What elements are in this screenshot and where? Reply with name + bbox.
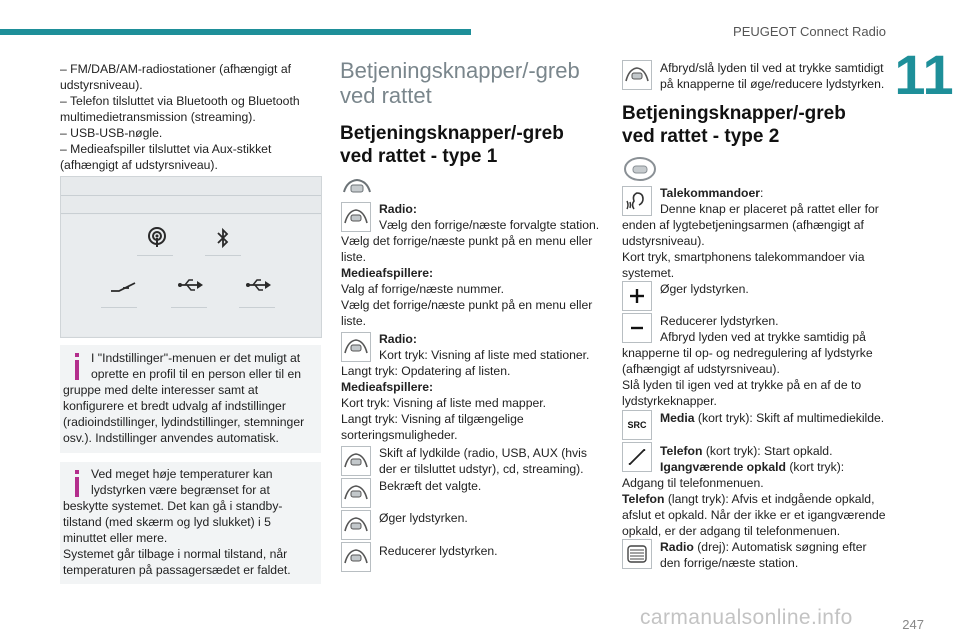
icon-underline	[101, 307, 137, 308]
list-line: udstyrsniveau).	[60, 78, 143, 92]
radio-desc: Kort tryk: Visning af liste med stationer.	[379, 348, 590, 362]
media-label: Medieafspillere:	[341, 266, 434, 280]
icon-underline	[171, 307, 207, 308]
info-icon	[75, 470, 79, 474]
voice-label: Talekommandoer	[660, 186, 761, 200]
list-line: – FM/DAB/AM-radiostationer (afhængigt af	[60, 62, 291, 76]
page-number: 247	[902, 617, 924, 632]
radio-wheel-desc: den forrige/næste station.	[660, 556, 799, 570]
steering-controls-icon	[341, 177, 373, 200]
voice-desc: enden af lygtebetjeningsarmen (afhængigt af	[622, 218, 864, 232]
steering-wheel-volume-down-icon	[341, 542, 371, 572]
media-desc: sorteringsmuligheder.	[341, 428, 458, 442]
info-line: (radioindstillinger, lydindstillinger, stemninger	[63, 415, 305, 429]
info-line: Ved meget høje temperaturer kan	[91, 467, 273, 481]
phone-icon	[622, 442, 652, 472]
call-label: Igangværende opkald	[660, 460, 786, 474]
telephone-long-text: (langt tryk): Afvis et indgående opkald,	[664, 492, 875, 506]
radio-desc: Langt tryk: Opdatering af listen.	[341, 364, 511, 378]
info-line: beskytte systemet. Det kan gå i standby-	[63, 499, 283, 513]
info-box-settings	[60, 345, 321, 453]
info-line: Systemet går tilbage i normal tilstand, når	[63, 547, 288, 561]
media-text: (kort tryk): Skift af multimediekilde.	[694, 411, 885, 425]
info-line: tilstand (med skærm og lyd slukket) i 5	[63, 515, 271, 529]
radio-desc: Vælg den forrige/næste forvalgte station.	[379, 218, 600, 232]
radio-wheel-label: Radio	[660, 540, 694, 554]
minus-desc: lydstyrkeknapper.	[622, 394, 717, 408]
media-desc	[660, 410, 884, 426]
info-line: minuttet eller mere.	[63, 531, 168, 545]
list-line: (afhængigt af udstyrsniveau).	[60, 158, 218, 172]
telephone-menu-desc: Adgang til telefonmenuen.	[622, 476, 764, 490]
voice-desc: Denne knap er placeret på rattet eller for	[660, 202, 879, 216]
info-line: I "Indstillinger"-menuen er det muligt at	[91, 351, 301, 365]
radio-label: Radio:	[379, 332, 417, 346]
info-line: lydstyrken være begrænset for at	[91, 483, 270, 497]
mute-desc: Afbryd/slå lyden til ved at trykke samtidigt	[660, 61, 884, 75]
screen-divider	[61, 213, 321, 214]
voice-colon: :	[760, 186, 764, 200]
icon-underline	[239, 307, 275, 308]
plus-desc: Øger lydstyrken.	[660, 282, 749, 296]
steering-wheel-radio-icon	[341, 202, 371, 232]
source-list	[60, 61, 320, 173]
subsection-title: Betjeningsknapper/-greb	[340, 123, 564, 144]
call-desc	[660, 459, 844, 475]
telephone-text: (kort tryk): Start opkald.	[702, 444, 833, 458]
steering-wheel-source-icon	[341, 446, 371, 476]
aux-jack-icon	[109, 279, 139, 300]
steering-wheel-mute-icon	[622, 60, 652, 90]
minus-desc: Reducerer lydstyrken.	[660, 314, 779, 328]
media-desc: Valg af forrige/næste nummer.	[341, 282, 505, 296]
volume-down-desc: Reducerer lydstyrken.	[379, 544, 498, 558]
icon-underline	[137, 255, 173, 256]
section-title: ved rattet	[340, 83, 432, 108]
source-desc: der er tilsluttet udstyr), cd, streaming).	[379, 462, 584, 476]
screen-divider	[61, 195, 321, 196]
bluetooth-icon	[213, 227, 233, 254]
list-line: multimedietransmission (streaming).	[60, 110, 256, 124]
info-icon	[75, 353, 79, 357]
screen-body	[61, 215, 321, 336]
radio-desc: Vælg det forrige/næste punkt på en menu eller	[341, 234, 593, 248]
media-desc: liste.	[341, 314, 367, 328]
media-label: Media	[660, 411, 695, 425]
info-line: osv.). Indstillinger anvendes automatisk.	[63, 431, 279, 445]
minus-desc: Slå lyden til igen ved at trykke på en af de to	[622, 378, 862, 392]
watermark: carmanualsonline.info	[640, 606, 853, 629]
steering-wheel-list-icon	[341, 332, 371, 362]
subsection-title: ved rattet - type 2	[622, 126, 780, 147]
info-box-temperature	[60, 462, 321, 584]
list-line: – USB-USB-nøgle.	[60, 126, 163, 140]
telephone-long-desc	[622, 491, 874, 507]
subsection-title: ved rattet - type 1	[340, 146, 498, 167]
telephone-label: Telefon	[660, 444, 703, 458]
source-selection-screen	[60, 176, 322, 338]
source-desc: Skift af lydkilde (radio, USB, AUX (hvis	[379, 446, 587, 460]
call-text: (kort tryk):	[785, 460, 845, 474]
info-icon	[75, 360, 79, 380]
chapter-number: 11	[894, 43, 954, 106]
header-title: PEUGEOT Connect Radio	[733, 24, 886, 39]
minus-desc: (afhængigt af udstyrsniveau).	[622, 362, 780, 376]
subsection-title: Betjeningsknapper/-greb	[622, 103, 846, 124]
src-button-icon: SRC	[622, 410, 652, 440]
telephone-long-label: Telefon	[622, 492, 665, 506]
info-line: gruppe med delte interesser samt at	[63, 383, 259, 397]
info-line: konfigurere et bredt udvalg af indstillinger	[63, 399, 286, 413]
telephone-desc	[660, 443, 832, 459]
volume-minus-icon	[622, 313, 652, 343]
radio-wheel-desc	[660, 539, 867, 555]
usb-icon	[177, 277, 205, 298]
voice-command-icon	[622, 186, 652, 216]
minus-desc: Afbryd lyden ved at trykke samtidig på	[660, 330, 866, 344]
usb-icon	[245, 277, 273, 298]
steering-wheel-icon	[623, 156, 657, 187]
media-desc: Vælg det forrige/næste punkt på en menu eller	[341, 298, 593, 312]
volume-up-desc: Øger lydstyrken.	[379, 511, 468, 525]
list-line: – Medieafspiller tilsluttet via Aux-stikket	[60, 142, 272, 156]
media-label: Medieafspillere:	[341, 380, 434, 394]
steering-wheel-volume-up-icon	[341, 510, 371, 540]
telephone-long-desc: afslut et opkald. Når der ikke er et igangværende	[622, 508, 886, 522]
radio-label: Radio:	[379, 202, 417, 216]
header-accent-bar	[0, 29, 471, 35]
info-line: temperaturen på passagersædet er faldet.	[63, 563, 291, 577]
minus-desc: knapperne til op- og nedregulering af lydstyrke	[622, 346, 873, 360]
media-desc: Langt tryk: Visning af tilgængelige	[341, 412, 524, 426]
radio-wheel-text: (drej): Automatisk søgning efter	[693, 540, 867, 554]
voice-desc: Kort tryk, smartphonens talekommandoer via	[622, 250, 865, 264]
icon-underline	[205, 255, 241, 256]
radio-signal-icon	[145, 225, 169, 254]
media-desc: Kort tryk: Visning af liste med mapper.	[341, 396, 547, 410]
radio-wheel-icon	[622, 539, 652, 569]
radio-desc: liste.	[341, 250, 367, 264]
voice-desc: systemet.	[622, 266, 675, 280]
volume-plus-icon	[622, 281, 652, 311]
voice-desc: udstyrsniveau).	[622, 234, 705, 248]
list-line: – Telefon tilsluttet via Bluetooth og Bluetooth	[60, 94, 300, 108]
steering-wheel-confirm-icon	[341, 478, 371, 508]
confirm-desc: Bekræft det valgte.	[379, 479, 482, 493]
section-title: Betjeningsknapper/-greb	[340, 58, 580, 83]
mute-desc: på knapperne til øge/reducere lydstyrken.	[660, 77, 885, 91]
telephone-long-desc: opkald, er der adgang til telefonmenuen.	[622, 524, 841, 538]
voice-heading	[660, 185, 763, 201]
info-line: oprette en profil til en person eller til en	[91, 367, 302, 381]
info-icon	[75, 477, 79, 497]
